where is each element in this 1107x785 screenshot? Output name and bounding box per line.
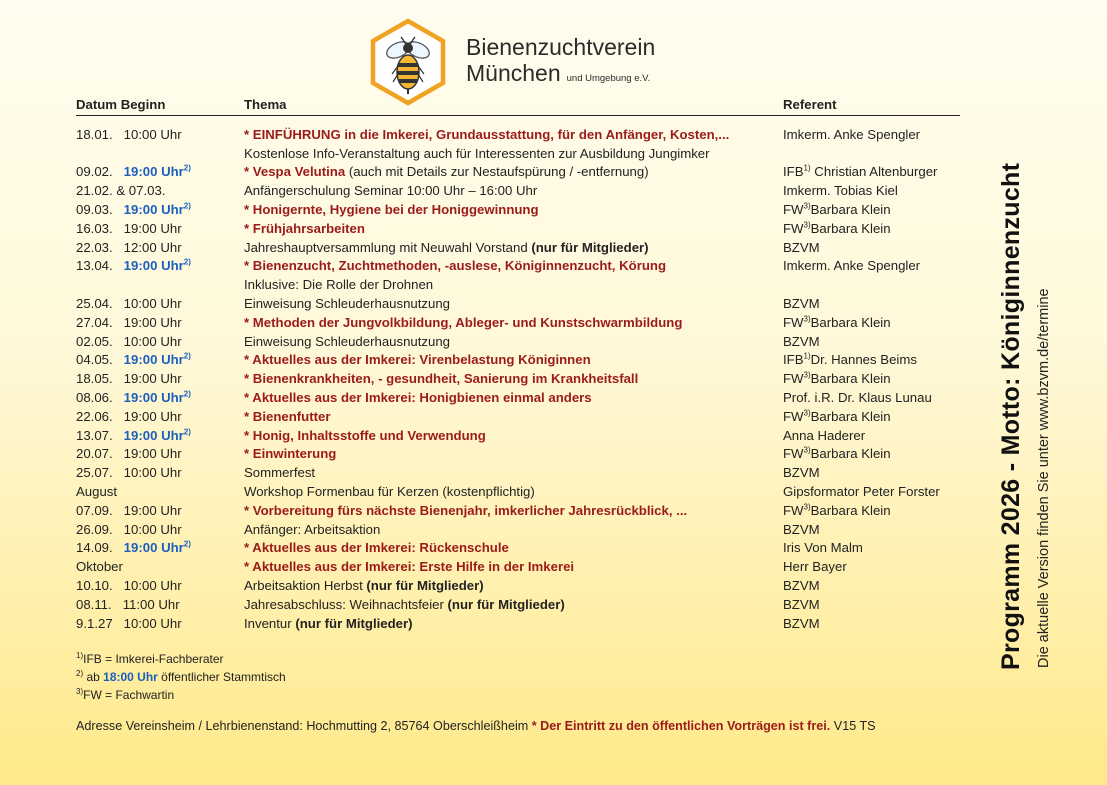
table-row: 18.05. 19:00 Uhr * Bienenkrankheiten, - gesundheit, Sanierung im Krankheitsfall FW$^{3)}$Barbara Klein bbox=[76, 370, 891, 387]
table-row: 13.04. 19:00 Uhr$^{2)}$ * Bienenzucht, Zuchtmethoden, -auslese, Königinnenzucht, Körung Imkerm. Anke Spengler bbox=[76, 257, 921, 274]
table-row: 09.02. 19:00 Uhr$^{2)}$ * Vespa Velutina (auch mit Details zur Nestaufspürung / -entfernung) IFB$^{1)}$ Christian Altenburger bbox=[76, 164, 938, 180]
table-row: 08.11. 11:00 Uhr Jahresabschluss: Weihnachtsfeier (nur für Mitglieder) BZVM bbox=[76, 596, 820, 612]
program-title: Programm 2026 - Motto: Königinnenzucht bbox=[997, 162, 1025, 670]
table-row: 27.04. 19:00 Uhr * Methoden der Jungvolkbildung, Ableger- und Kunstschwarmbildung FW$^{3)}$Barbara Klein bbox=[76, 314, 891, 330]
logo-city: München und Umgebung e.V. bbox=[466, 60, 651, 86]
header-date: Datum Beginn bbox=[76, 96, 244, 115]
table-header bbox=[76, 96, 960, 115]
table-row: 07.09. 19:00 Uhr * Vorbereitung fürs nächste Bienenjahr, imkerlicher Jahresrückblick, ... FW$^{3)}$Barbara Klein bbox=[76, 502, 891, 518]
program-table bbox=[76, 96, 960, 633]
logo-title: Bienenzuchtverein bbox=[466, 34, 656, 60]
footnote-3: $^{3)}$FW = Fachwartin bbox=[76, 687, 175, 703]
table-row: 08.06. 19:00 Uhr$^{2)}$ * Aktuelles aus der Imkerei: Honigbienen einmal anders Prof. i.R. Dr. Klaus Lunau bbox=[76, 389, 932, 405]
table-row: 22.06. 19:00 Uhr * Bienenfutter FW$^{3)}$Barbara Klein bbox=[76, 408, 891, 424]
table-row: 02.05. 10:00 Uhr Einweisung Schleuderhausnutzung BZVM bbox=[76, 333, 820, 349]
table-row: Oktober * Aktuelles aus der Imkerei: Erste Hilfe in der Imkerei Herr Bayer bbox=[76, 559, 847, 575]
footnote-1: $^{1)}$IFB = Imkerei-Fachberater bbox=[76, 651, 224, 666]
logo-subtitle: und Umgebung e.V. bbox=[566, 73, 651, 84]
table-row: 10.10. 10:00 Uhr Arbeitsaktion Herbst (nur für Mitglieder) BZVM bbox=[76, 577, 820, 593]
header-topic: Thema bbox=[244, 96, 783, 115]
table-row: 25.04. 10:00 Uhr Einweisung Schleuderhausnutzung BZVM bbox=[76, 295, 820, 311]
header-referent: Referent bbox=[783, 96, 960, 115]
footnotes bbox=[76, 650, 286, 705]
table-row: 25.07. 10:00 Uhr Sommerfest BZVM bbox=[76, 465, 820, 481]
address-line: Adresse Vereinsheim / Lehrbienenstand: Hochmutting 2, 85764 Oberschleißheim * Der Eintritt zu den öffentlichen Vorträgen ist frei. V15 TS bbox=[76, 719, 876, 733]
table-row: 26.09. 10:00 Uhr Anfänger: Arbeitsaktion BZVM bbox=[76, 521, 820, 537]
club-logo bbox=[368, 18, 678, 106]
table-row: 04.05. 19:00 Uhr$^{2)}$ * Aktuelles aus der Imkerei: Virenbelastung Königinnen IFB$^{1)}$Dr. Hannes Beims bbox=[76, 351, 917, 368]
table-row: Inklusive: Die Rolle der Drohnen bbox=[244, 277, 434, 293]
table-row: 14.09. 19:00 Uhr$^{2)}$ * Aktuelles aus der Imkerei: Rückenschule Iris Von Malm bbox=[76, 539, 863, 556]
table-row: 22.03. 12:00 Uhr Jahreshauptversammlung mit Neuwahl Vorstand (nur für Mitglieder) BZVM bbox=[76, 239, 820, 255]
table-row: 09.03. 19:00 Uhr$^{2)}$ * Honigernte, Hygiene bei der Honiggewinnung FW$^{3)}$Barbara Klein bbox=[76, 201, 891, 217]
table-row: 21.02. & 07.03. Anfängerschulung Seminar 10:00 Uhr – 16:00 Uhr Imkerm. Tobias Kiel bbox=[76, 183, 898, 199]
table-row: August Workshop Formenbau für Kerzen (kostenpflichtig) Gipsformator Peter Forster bbox=[76, 483, 940, 499]
table-row: 9.1.27 10:00 Uhr Inventur (nur für Mitglieder) BZVM bbox=[76, 615, 820, 631]
table-row: 13.07. 19:00 Uhr$^{2)}$ * Honig, Inhaltsstoffe und Verwendung Anna Haderer bbox=[76, 427, 866, 443]
table-row: Kostenlose Info-Veranstaltung auch für Interessenten zur Ausbildung Jungimker bbox=[244, 145, 710, 161]
table-row: 16.03. 19:00 Uhr * Frühjahrsarbeiten FW$^{3)}$Barbara Klein bbox=[76, 220, 891, 236]
version-label: V15 TS bbox=[830, 719, 876, 733]
table-row: 18.01. 10:00 Uhr * EINFÜHRUNG in die Imkerei, Grundausstattung, für den Anfänger, Kosten,... Imkerm. Anke Spengler bbox=[76, 126, 921, 142]
table-row: 20.07. 19:00 Uhr * Einwinterung FW$^{3)}$Barbara Klein bbox=[76, 445, 891, 462]
free-entry-notice: * Der Eintritt zu den öffentlichen Vorträgen ist frei. bbox=[531, 719, 831, 733]
footnote-2: $^{2)}$ ab 18:00 Uhr öffentlicher Stammtisch bbox=[76, 669, 286, 685]
bee-hexagon-icon bbox=[368, 18, 448, 106]
program-subtitle: Die aktuelle Version finden Sie unter www.bzvm.de/termine bbox=[1036, 288, 1052, 668]
